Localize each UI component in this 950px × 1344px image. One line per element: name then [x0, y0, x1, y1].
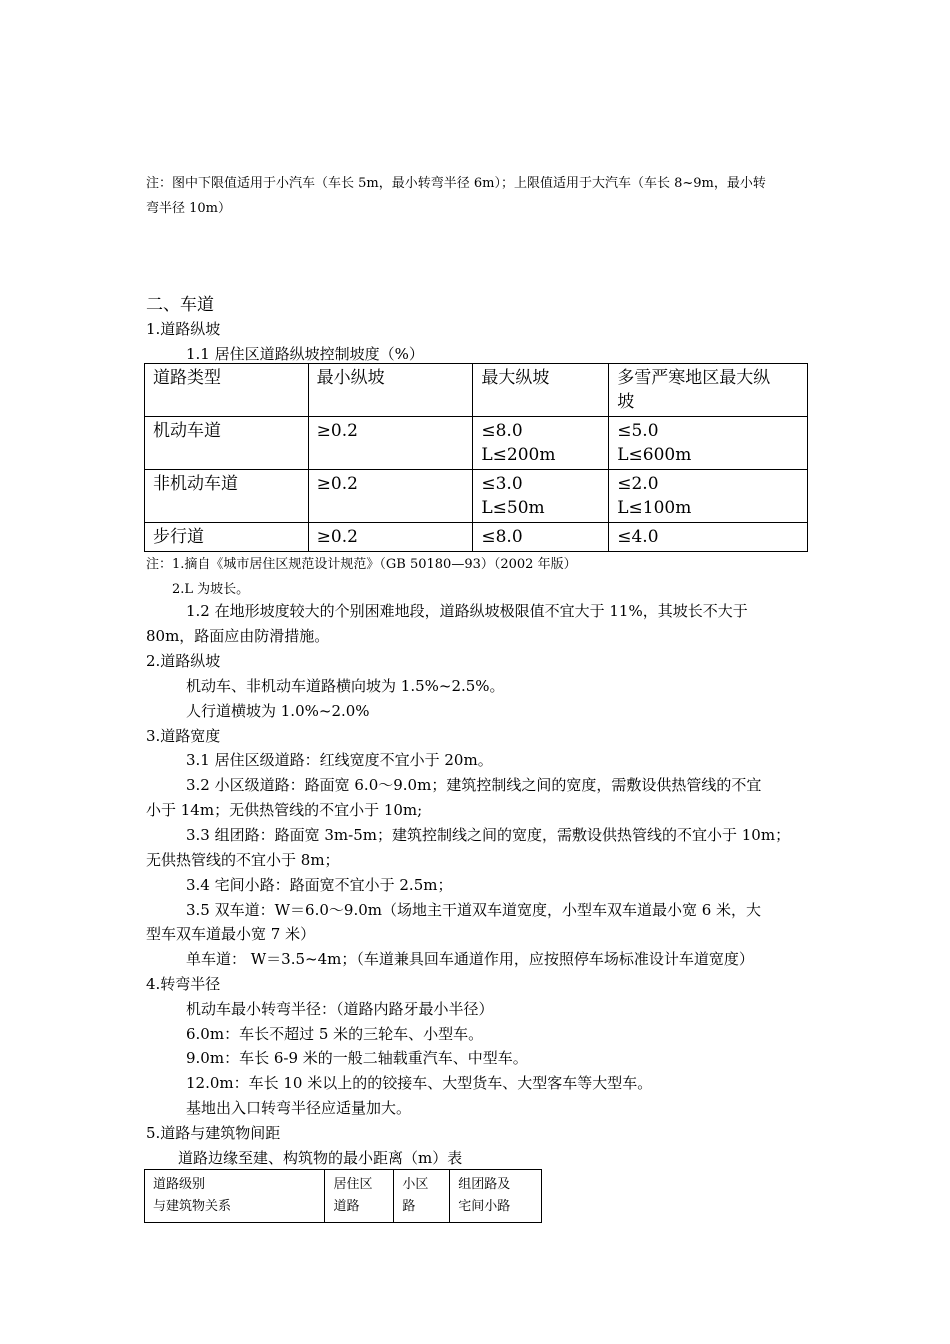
table1-note-2: 2.L 为坡长。 [172, 582, 250, 597]
table-cell: ≤3.0 L≤50m [473, 470, 609, 523]
table-cell: ≥0.2 [308, 470, 473, 523]
section-title: 二、车道 [146, 295, 214, 315]
paragraph-4-e: 基地出入口转弯半径应适量加大。 [186, 1099, 412, 1117]
table-cell: ≤8.0 [473, 523, 609, 552]
slope-table [144, 363, 808, 552]
paragraph-3-5-line1: 3.5 双车道：W＝6.0～9.0m（场地主干道双车道宽度，小型车双车道最小宽 6 米，大 [186, 901, 762, 919]
table-cell: ≤2.0 L≤100m [609, 470, 808, 523]
subsection-title-1: 1.道路纵坡 [146, 320, 221, 338]
distance-table [144, 1169, 542, 1223]
paragraph-3-2-line1: 3.2 小区级道路：路面宽 6.0～9.0m；建筑控制线之间的宽度，需敷设供热管线的不宜 [186, 776, 762, 794]
table1-note-1: 注：1.摘自《城市居住区规范设计规范》（GB 50180—93）（2002 年版） [146, 557, 577, 572]
paragraph-3-3-line1: 3.3 组团路：路面宽 3m-5m；建筑控制线之间的宽度，需敷设供热管线的不宜小于 10m； [186, 826, 791, 844]
table-cell: 步行道 [145, 523, 309, 552]
header-cell: 多雪严寒地区最大纵 坡 [609, 364, 808, 417]
paragraph-2-a: 机动车、非机动车道路横向坡为 1.5%~2.5%。 [186, 677, 505, 695]
subsection-title-5: 5.道路与建筑物间距 [146, 1124, 281, 1142]
paragraph-3-5-line2: 型车双车道最小宽 7 米） [146, 925, 316, 943]
table-cell: ≤4.0 [609, 523, 808, 552]
table1-caption: 1.1 居住区道路纵坡控制坡度（%） [186, 345, 424, 363]
header-cell: 小区 路 [394, 1170, 450, 1223]
table2-caption: 道路边缘至建、构筑物的最小距离（m）表 [178, 1149, 463, 1167]
paragraph-3-3-line2: 无供热管线的不宜小于 8m； [146, 851, 340, 869]
header-cell: 道路级别 与建筑物关系 [145, 1170, 325, 1223]
paragraph-4-b: 6.0m：车长不超过 5 米的三轮车、小型车。 [186, 1025, 484, 1043]
header-cell: 居住区 道路 [325, 1170, 394, 1223]
table-row [145, 523, 808, 552]
header-cell: 最小纵坡 [308, 364, 473, 417]
table-row [145, 417, 808, 470]
paragraph-4-c: 9.0m：车长 6-9 米的一般二轴载重汽车、中型车。 [186, 1049, 528, 1067]
subsection-title-2: 2.道路纵坡 [146, 652, 221, 670]
header-cell: 道路类型 [145, 364, 309, 417]
table-header-row [145, 364, 808, 417]
paragraph-1-2-line2: 80m，路面应由防滑措施。 [146, 627, 330, 645]
paragraph-3-2-line2: 小于 14m；无供热管线的不宜小于 10m; [146, 801, 423, 819]
figure-note-line1: 注：图中下限值适用于小汽车（车长 5m，最小转弯半径 6m）；上限值适用于大汽车（车长 8~9m，最小转 [146, 176, 766, 191]
paragraph-1-2-line1: 1.2 在地形坡度较大的个别困难地段，道路纵坡极限值不宜大于 11%，其坡长不大于 [186, 602, 748, 620]
table-cell: ≤5.0 L≤600m [609, 417, 808, 470]
header-cell: 组团路及 宅间小路 [450, 1170, 542, 1223]
paragraph-3-4: 3.4 宅间小路：路面宽不宜小于 2.5m； [186, 876, 453, 894]
table-cell: ≥0.2 [308, 417, 473, 470]
paragraph-4-d: 12.0m：车长 10 米以上的的铰接车、大型货车、大型客车等大型车。 [186, 1074, 653, 1092]
table-header-row [145, 1170, 542, 1223]
paragraph-4-a: 机动车最小转弯半径：（道路内路牙最小半径） [186, 1000, 494, 1018]
header-cell: 最大纵坡 [473, 364, 609, 417]
subsection-title-3: 3.道路宽度 [146, 727, 221, 745]
table-cell: 机动车道 [145, 417, 309, 470]
table-cell: ≤8.0 L≤200m [473, 417, 609, 470]
table-cell: 非机动车道 [145, 470, 309, 523]
figure-note-line2: 弯半径 10m） [146, 201, 232, 216]
table-row [145, 470, 808, 523]
paragraph-3-6: 单车道： W＝3.5~4m；（车道兼具回车通道作用，应按照停车场标准设计车道宽度） [186, 950, 754, 968]
paragraph-3-1: 3.1 居住区级道路：红线宽度不宜小于 20m。 [186, 751, 493, 769]
paragraph-2-b: 人行道横坡为 1.0%~2.0% [186, 702, 370, 720]
table-cell: ≥0.2 [308, 523, 473, 552]
subsection-title-4: 4.转弯半径 [146, 975, 221, 993]
